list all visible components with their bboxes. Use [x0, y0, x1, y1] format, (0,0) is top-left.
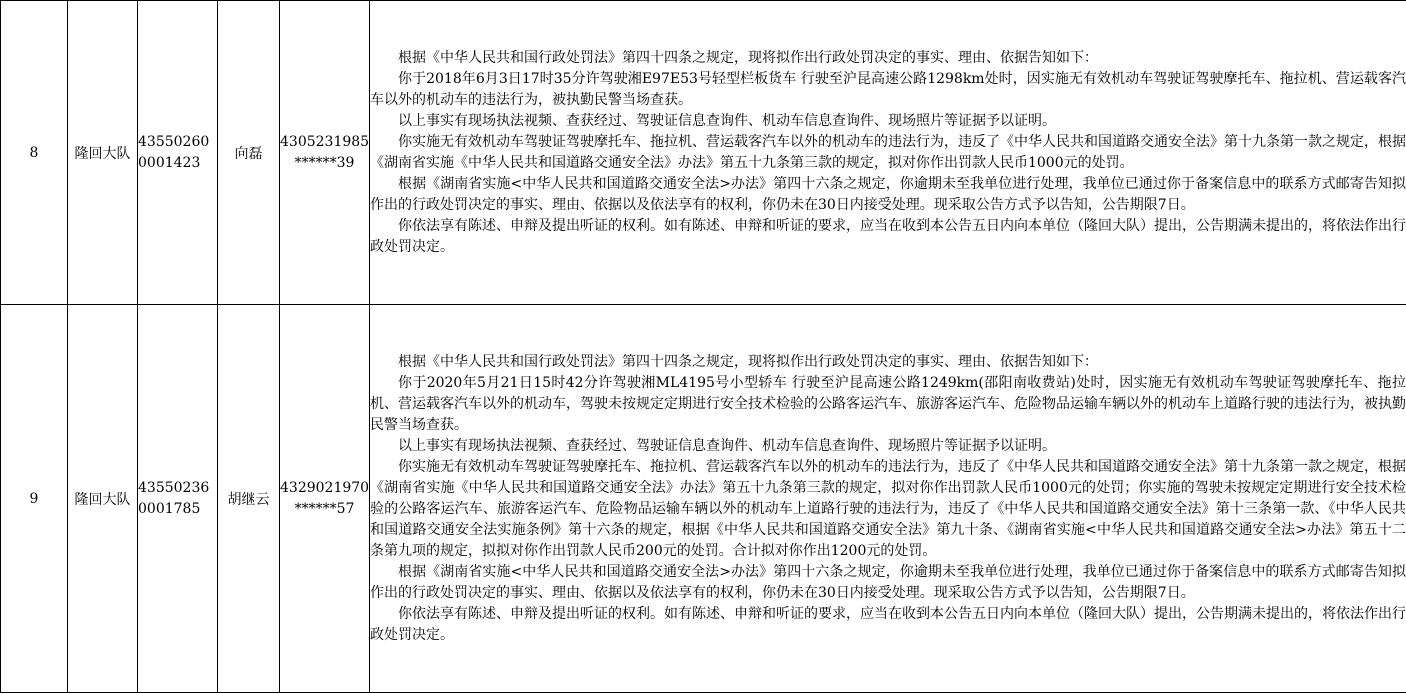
notice-content [370, 305, 1406, 693]
document-number [138, 1, 218, 305]
table-row [1, 305, 1406, 693]
notice-paragraph: 根据《湖南省实施<中华人民共和国道路交通安全法>办法》第四十六条之规定，你逾期未至我单位进行处理，我单位已通过你于备案信息中的联系方式邮寄告知拟作出的行政处罚决定的事实、理由、依据以及依法享有的权利，你仍未在30日内接受处理。现采取公告方式予以告知，公告期限7日。 [370, 175, 1406, 213]
table-row [1, 1, 1406, 305]
document-number-line-2: 0001785 [138, 500, 201, 517]
notice-paragraph: 你依法享有陈述、申辩及提出听证的权利。如有陈述、申辩和听证的要求，应当在收到本公告五日内向本单位（隆回大队）提出，公告期满未提出的，将依法作出行政处罚决定。 [370, 217, 1406, 255]
id-number [280, 1, 370, 305]
document-number-line-1: 43550260 [138, 133, 210, 150]
id-number [280, 305, 370, 693]
document-number-line-2: 0001423 [138, 154, 201, 171]
notice-paragraph: 以上事实有现场执法视频、查获经过、驾驶证信息查询件、机动车信息查询件、现场照片等证据予以证明。 [398, 437, 1056, 454]
id-number-line-2: ******39 [294, 154, 355, 171]
notice-paragraph: 根据《湖南省实施<中华人民共和国道路交通安全法>办法》第四十六条之规定，你逾期未至我单位进行处理，我单位已通过你于备案信息中的联系方式邮寄告知拟作出的行政处罚决定的事实、理由、依据以及依法享有的权利，你仍未在30日内接受处理。现采取公告方式予以告知，公告期限7日。 [370, 563, 1406, 601]
id-number-line-2: ******57 [294, 500, 355, 517]
notice-paragraph: 你依法享有陈述、申辩及提出听证的权利。如有陈述、申辩和听证的要求，应当在收到本公告五日内向本单位（隆回大队）提出，公告期满未提出的，将依法作出行政处罚决定。 [370, 605, 1406, 643]
id-number-line-1: 4329021970 [280, 479, 370, 496]
id-number-line-1: 4305231985 [280, 133, 370, 150]
notice-content [370, 1, 1406, 305]
row-number: 9 [1, 305, 68, 693]
team-name: 隆回大队 [68, 305, 138, 693]
notice-paragraph: 根据《中华人民共和国行政处罚法》第四十四条之规定，现将拟作出行政处罚决定的事实、理由、依据告知如下： [398, 49, 1098, 66]
document-number [138, 305, 218, 693]
person-name: 胡继云 [218, 305, 280, 693]
notice-paragraph: 你实施无有效机动车驾驶证驾驶摩托车、拖拉机、营运载客汽车以外的机动车的违法行为，违反了《中华人民共和国道路交通安全法》第十九条第一款之规定，根据《湖南省实施《中华人民共和国道路交通安全法》办法》第五十九条第三款的规定，拟对你作出罚款人民币1000元的处罚。 [370, 133, 1406, 171]
notice-paragraph: 你实施无有效机动车驾驶证驾驶摩托车、拖拉机、营运载客汽车以外的机动车的违法行为，违反了《中华人民共和国道路交通安全法》第十九条第一款之规定，根据《湖南省实施《中华人民共和国道路交通安全法》办法》第五十九条第三款的规定，拟对你作出罚款人民币1000元的处罚；你实施的驾驶未按规定定期进行安全技术检验的公路客运汽车、旅游客运汽车、危险物品运输车辆以外的机动车上道路行驶的违法行为，违反了《中华人民共和国道路交通安全法》第十三条第一款、《中华人民共和国道路交通安全法实施条例》第十六条的规定，根据《中华人民共和国道路交通安全法》第九十条、《湖南省实施<中华人民共和国道路交通安全法>办法》第五十二条第九项的规定，拟拟对你作出罚款人民币200元的处罚。合计拟对你作出1200元的处罚。 [370, 458, 1406, 559]
document-number-line-1: 43550236 [138, 479, 210, 496]
notice-paragraph: 你于2020年5月21日15时42分许驾驶湘ML4195号小型轿车 行驶至沪昆高速公路1249km(邵阳南收费站)处时，因实施无有效机动车驾驶证驾驶摩托车、拖拉机、营运载客汽车以外的机动车，驾驶未按规定定期进行安全技术检验的公路客运汽车、旅游客运汽车、危险物品运输车辆以外的机动车上道路行驶的违法行为，被执勤民警当场查获。 [370, 374, 1406, 433]
row-number: 8 [1, 1, 68, 305]
notice-paragraph: 以上事实有现场执法视频、查获经过、驾驶证信息查询件、机动车信息查询件、现场照片等证据予以证明。 [398, 112, 1056, 129]
team-name: 隆回大队 [68, 1, 138, 305]
notice-paragraph: 你于2018年6月3日17时35分许驾驶湘E97E53号轻型栏板货车 行驶至沪昆高速公路1298km处时，因实施无有效机动车驾驶证驾驶摩托车、拖拉机、营运载客汽车以外的机动车的违法行为，被执勤民警当场查获。 [370, 70, 1406, 108]
notice-paragraph: 根据《中华人民共和国行政处罚法》第四十四条之规定，现将拟作出行政处罚决定的事实、理由、依据告知如下： [398, 353, 1098, 370]
person-name: 向磊 [218, 1, 280, 305]
